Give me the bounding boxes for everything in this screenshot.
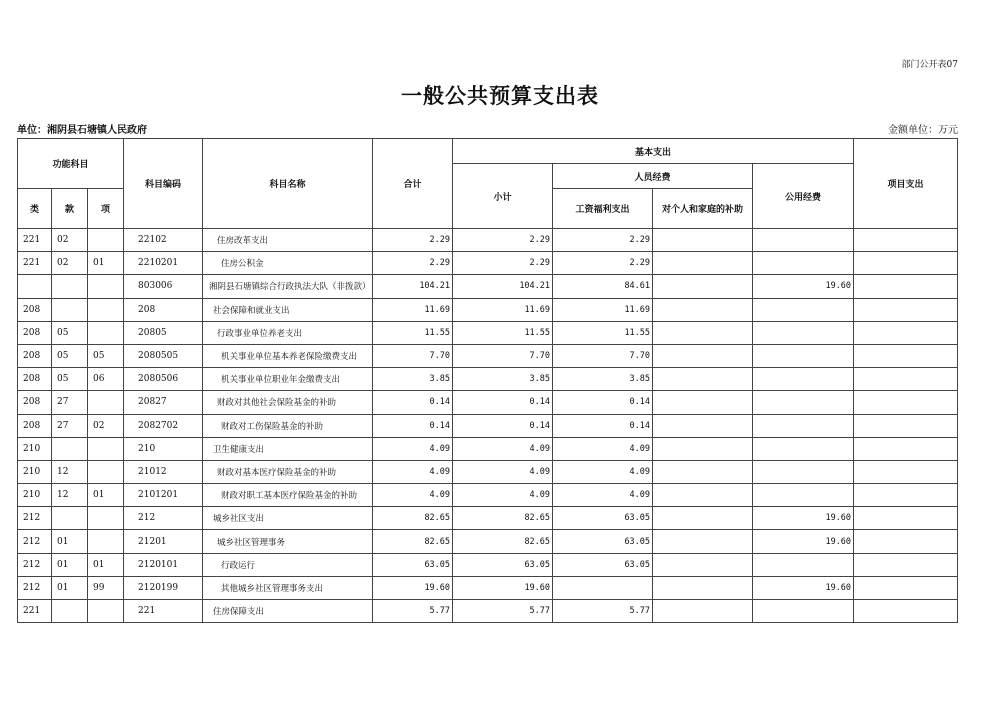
cell-project-expenditure [854, 298, 958, 321]
cell-total: 7.70 [373, 344, 453, 367]
cell-subtotal: 3.85 [453, 368, 553, 391]
cell-kuan: 27 [52, 391, 88, 414]
cell-total: 63.05 [373, 553, 453, 576]
cell-salary-welfare: 4.09 [553, 460, 653, 483]
cell-xiang [88, 460, 124, 483]
cell-lei: 208 [18, 391, 52, 414]
table-row [18, 484, 958, 507]
cell-subsidy-individuals [653, 530, 753, 553]
cell-subsidy-individuals [653, 391, 753, 414]
cell-subtotal: 11.69 [453, 298, 553, 321]
table-row [18, 553, 958, 576]
cell-kuan: 05 [52, 321, 88, 344]
header-basic-expenditure: 基本支出 [453, 139, 854, 164]
cell-kuan: 05 [52, 344, 88, 367]
cell-project-expenditure [854, 321, 958, 344]
header-function-subject: 功能科目 [18, 139, 124, 189]
cell-subtotal: 11.55 [453, 321, 553, 344]
cell-public-funds [753, 484, 854, 507]
table-row [18, 600, 958, 623]
cell-subject-code: 21201 [124, 530, 203, 553]
cell-total: 3.85 [373, 368, 453, 391]
cell-project-expenditure [854, 391, 958, 414]
cell-lei: 208 [18, 414, 52, 437]
cell-public-funds [753, 460, 854, 483]
cell-lei: 210 [18, 460, 52, 483]
amount-unit-label: 金额单位：万元 [888, 125, 958, 136]
cell-subject-name: 住房改革支出 [203, 229, 373, 252]
cell-subject-code: 2210201 [124, 252, 203, 275]
cell-lei: 208 [18, 298, 52, 321]
table-row [18, 321, 958, 344]
cell-subtotal: 4.09 [453, 484, 553, 507]
cell-subject-code: 2120101 [124, 553, 203, 576]
cell-salary-welfare: 11.55 [553, 321, 653, 344]
cell-subtotal: 19.60 [453, 576, 553, 599]
cell-subsidy-individuals [653, 600, 753, 623]
cell-subtotal: 0.14 [453, 391, 553, 414]
cell-total: 4.09 [373, 437, 453, 460]
cell-project-expenditure [854, 553, 958, 576]
cell-subject-code: 212 [124, 507, 203, 530]
cell-subject-code: 221 [124, 600, 203, 623]
cell-xiang: 99 [88, 576, 124, 599]
cell-subject-name: 行政事业单位养老支出 [203, 321, 373, 344]
cell-lei: 208 [18, 344, 52, 367]
table-row [18, 275, 958, 298]
page-title: 一般公共预算支出表 [401, 83, 599, 108]
cell-subject-name: 城乡社区管理事务 [203, 530, 373, 553]
cell-subject-code: 803006 [124, 275, 203, 298]
cell-project-expenditure [854, 507, 958, 530]
cell-total: 82.65 [373, 530, 453, 553]
cell-subject-code: 2101201 [124, 484, 203, 507]
header-subtotal: 小计 [453, 164, 553, 229]
cell-subtotal: 2.29 [453, 229, 553, 252]
cell-xiang: 05 [88, 344, 124, 367]
cell-kuan: 27 [52, 414, 88, 437]
cell-xiang: 01 [88, 252, 124, 275]
table-row [18, 530, 958, 553]
cell-public-funds: 19.60 [753, 275, 854, 298]
cell-subtotal: 63.05 [453, 553, 553, 576]
cell-lei: 208 [18, 368, 52, 391]
cell-project-expenditure [854, 437, 958, 460]
cell-project-expenditure [854, 460, 958, 483]
table-body [18, 229, 958, 623]
cell-subject-name: 住房公积金 [203, 252, 373, 275]
header-total: 合计 [373, 139, 453, 229]
cell-xiang [88, 437, 124, 460]
cell-kuan: 12 [52, 460, 88, 483]
cell-subtotal: 5.77 [453, 600, 553, 623]
cell-xiang [88, 275, 124, 298]
table-row [18, 368, 958, 391]
table-row [18, 437, 958, 460]
cell-salary-welfare: 2.29 [553, 229, 653, 252]
cell-salary-welfare: 4.09 [553, 484, 653, 507]
cell-subject-name: 行政运行 [203, 553, 373, 576]
cell-subject-code: 20827 [124, 391, 203, 414]
cell-subtotal: 82.65 [453, 507, 553, 530]
cell-public-funds [753, 321, 854, 344]
cell-lei: 221 [18, 600, 52, 623]
cell-xiang: 01 [88, 553, 124, 576]
cell-salary-welfare [553, 576, 653, 599]
table-row [18, 576, 958, 599]
cell-subject-code: 21012 [124, 460, 203, 483]
header-project-expenditure: 项目支出 [854, 139, 958, 229]
cell-subject-code: 20805 [124, 321, 203, 344]
cell-public-funds [753, 437, 854, 460]
cell-salary-welfare: 5.77 [553, 600, 653, 623]
cell-kuan: 01 [52, 576, 88, 599]
cell-xiang: 06 [88, 368, 124, 391]
cell-subject-code: 2082702 [124, 414, 203, 437]
cell-lei [18, 275, 52, 298]
table-row [18, 460, 958, 483]
header-lei: 类 [18, 189, 52, 229]
cell-lei: 212 [18, 553, 52, 576]
cell-kuan: 12 [52, 484, 88, 507]
cell-salary-welfare: 63.05 [553, 553, 653, 576]
cell-salary-welfare: 63.05 [553, 507, 653, 530]
cell-project-expenditure [854, 414, 958, 437]
cell-total: 104.21 [373, 275, 453, 298]
cell-subtotal: 7.70 [453, 344, 553, 367]
cell-subject-name: 卫生健康支出 [203, 437, 373, 460]
cell-project-expenditure [854, 229, 958, 252]
cell-lei: 221 [18, 229, 52, 252]
cell-salary-welfare: 63.05 [553, 530, 653, 553]
cell-lei: 210 [18, 437, 52, 460]
cell-salary-welfare: 84.61 [553, 275, 653, 298]
cell-total: 4.09 [373, 484, 453, 507]
cell-subject-code: 208 [124, 298, 203, 321]
cell-subsidy-individuals [653, 484, 753, 507]
header-subject-code: 科目编码 [124, 139, 203, 229]
cell-xiang: 02 [88, 414, 124, 437]
cell-project-expenditure [854, 530, 958, 553]
cell-subject-code: 2080506 [124, 368, 203, 391]
cell-subject-name: 社会保障和就业支出 [203, 298, 373, 321]
cell-lei: 212 [18, 576, 52, 599]
cell-subsidy-individuals [653, 229, 753, 252]
cell-public-funds [753, 229, 854, 252]
cell-salary-welfare: 0.14 [553, 391, 653, 414]
cell-total: 5.77 [373, 600, 453, 623]
cell-lei: 221 [18, 252, 52, 275]
cell-public-funds [753, 414, 854, 437]
cell-subject-name: 财政对其他社会保险基金的补助 [203, 391, 373, 414]
cell-xiang [88, 391, 124, 414]
cell-salary-welfare: 7.70 [553, 344, 653, 367]
cell-xiang [88, 229, 124, 252]
cell-subject-code: 2120199 [124, 576, 203, 599]
cell-subject-code: 22102 [124, 229, 203, 252]
cell-subtotal: 4.09 [453, 437, 553, 460]
cell-subsidy-individuals [653, 414, 753, 437]
cell-subsidy-individuals [653, 507, 753, 530]
unit-label: 单位：湘阴县石塘镇人民政府 [17, 125, 147, 136]
cell-subsidy-individuals [653, 553, 753, 576]
cell-subject-name: 机关事业单位职业年金缴费支出 [203, 368, 373, 391]
cell-project-expenditure [854, 484, 958, 507]
cell-lei: 212 [18, 507, 52, 530]
cell-subsidy-individuals [653, 368, 753, 391]
cell-kuan [52, 298, 88, 321]
cell-subsidy-individuals [653, 298, 753, 321]
cell-subsidy-individuals [653, 576, 753, 599]
cell-salary-welfare: 3.85 [553, 368, 653, 391]
cell-salary-welfare: 4.09 [553, 437, 653, 460]
cell-public-funds [753, 600, 854, 623]
table-row [18, 391, 958, 414]
cell-kuan [52, 437, 88, 460]
cell-public-funds [753, 252, 854, 275]
cell-xiang: 01 [88, 484, 124, 507]
cell-xiang [88, 321, 124, 344]
cell-project-expenditure [854, 275, 958, 298]
header-subject-name: 科目名称 [203, 139, 373, 229]
table-row [18, 298, 958, 321]
cell-public-funds [753, 391, 854, 414]
cell-project-expenditure [854, 600, 958, 623]
header-kuan: 款 [52, 189, 88, 229]
cell-xiang [88, 600, 124, 623]
header-public-funds: 公用经费 [753, 164, 854, 229]
cell-total: 2.29 [373, 252, 453, 275]
cell-kuan [52, 600, 88, 623]
cell-public-funds: 19.60 [753, 507, 854, 530]
cell-subtotal: 0.14 [453, 414, 553, 437]
cell-subject-name: 住房保障支出 [203, 600, 373, 623]
cell-kuan: 01 [52, 530, 88, 553]
header-salary-welfare: 工资福利支出 [553, 189, 653, 229]
cell-kuan: 02 [52, 252, 88, 275]
cell-total: 11.69 [373, 298, 453, 321]
cell-subtotal: 82.65 [453, 530, 553, 553]
cell-subsidy-individuals [653, 460, 753, 483]
cell-total: 2.29 [373, 229, 453, 252]
cell-kuan [52, 507, 88, 530]
cell-subject-name: 其他城乡社区管理事务支出 [203, 576, 373, 599]
cell-lei: 210 [18, 484, 52, 507]
cell-subtotal: 4.09 [453, 460, 553, 483]
cell-subsidy-individuals [653, 437, 753, 460]
cell-public-funds: 19.60 [753, 530, 854, 553]
cell-public-funds: 19.60 [753, 576, 854, 599]
cell-salary-welfare: 2.29 [553, 252, 653, 275]
cell-total: 11.55 [373, 321, 453, 344]
cell-subsidy-individuals [653, 321, 753, 344]
cell-subject-name: 机关事业单位基本养老保险缴费支出 [203, 344, 373, 367]
table-row [18, 229, 958, 252]
cell-lei: 212 [18, 530, 52, 553]
cell-subsidy-individuals [653, 275, 753, 298]
cell-salary-welfare: 11.69 [553, 298, 653, 321]
cell-subject-code: 210 [124, 437, 203, 460]
cell-subject-name: 财政对基本医疗保险基金的补助 [203, 460, 373, 483]
table-row [18, 507, 958, 530]
cell-public-funds [753, 298, 854, 321]
cell-total: 82.65 [373, 507, 453, 530]
table-row [18, 252, 958, 275]
cell-subject-name: 湘阴县石塘镇综合行政执法大队（非拨款） [203, 275, 373, 298]
cell-lei: 208 [18, 321, 52, 344]
cell-subsidy-individuals [653, 344, 753, 367]
budget-table [17, 138, 958, 623]
header-personnel-funds: 人员经费 [553, 164, 753, 189]
cell-subtotal: 104.21 [453, 275, 553, 298]
cell-subsidy-individuals [653, 252, 753, 275]
cell-salary-welfare: 0.14 [553, 414, 653, 437]
cell-project-expenditure [854, 344, 958, 367]
cell-total: 0.14 [373, 391, 453, 414]
cell-kuan [52, 275, 88, 298]
cell-total: 4.09 [373, 460, 453, 483]
form-code: 部门公开表07 [901, 60, 958, 70]
table-row [18, 414, 958, 437]
cell-subject-name: 财政对工伤保险基金的补助 [203, 414, 373, 437]
cell-subject-name: 财政对职工基本医疗保险基金的补助 [203, 484, 373, 507]
cell-project-expenditure [854, 576, 958, 599]
cell-public-funds [753, 553, 854, 576]
cell-public-funds [753, 368, 854, 391]
cell-kuan: 01 [52, 553, 88, 576]
cell-public-funds [753, 344, 854, 367]
cell-subtotal: 2.29 [453, 252, 553, 275]
cell-project-expenditure [854, 368, 958, 391]
cell-total: 0.14 [373, 414, 453, 437]
cell-kuan: 05 [52, 368, 88, 391]
header-subsidy-individuals: 对个人和家庭的补助 [653, 189, 753, 229]
table-row [18, 344, 958, 367]
cell-subject-name: 城乡社区支出 [203, 507, 373, 530]
cell-kuan: 02 [52, 229, 88, 252]
cell-total: 19.60 [373, 576, 453, 599]
cell-project-expenditure [854, 252, 958, 275]
cell-xiang [88, 507, 124, 530]
cell-xiang [88, 530, 124, 553]
cell-xiang [88, 298, 124, 321]
cell-subject-code: 2080505 [124, 344, 203, 367]
header-xiang: 项 [88, 189, 124, 229]
